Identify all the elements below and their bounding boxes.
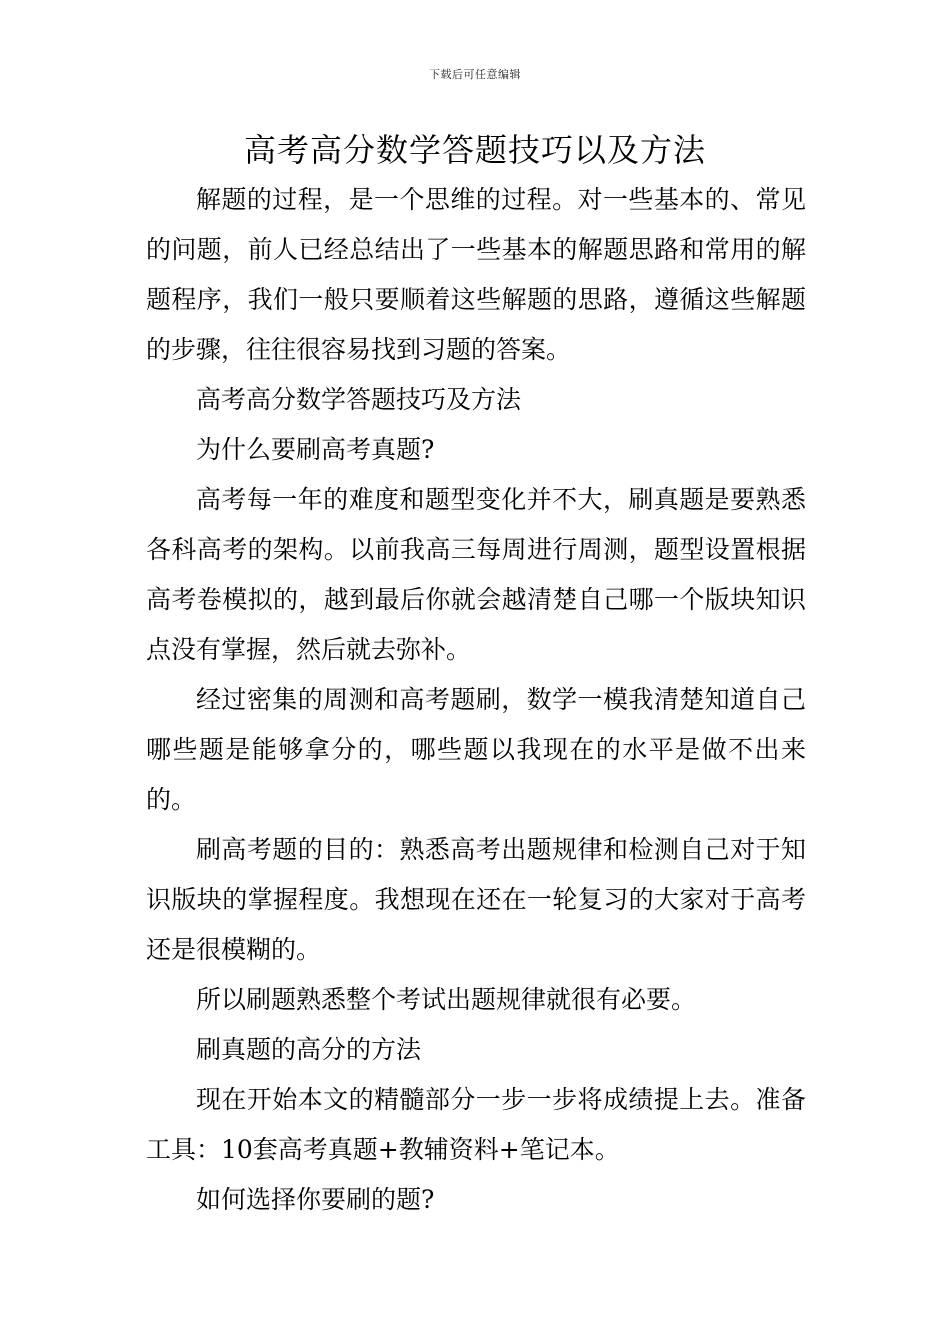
paragraph: 所以刷题熟悉整个考试出题规律就很有必要。: [196, 985, 697, 1014]
paragraph: 高考每一年的难度和题型变化并不大，刷真题是要熟悉各科高考的架构。以前我高三每周进行周测，题型设置根据高考卷模拟的，越到最后你就会越清楚自己哪一个版块知识点没有掌握，然后就去弥补。: [146, 485, 806, 664]
paragraph: 刷高考题的目的：熟悉高考出题规律和检测自己对于知识版块的掌握程度。我想现在还在一轮复习的大家对于高考还是很模糊的。: [146, 835, 806, 964]
header-note: 下载后可任意编辑: [429, 68, 521, 81]
paragraph: 为什么要刷高考真题?: [196, 435, 435, 464]
paragraph: 现在开始本文的精髓部分一步一步将成绩提上去。准备工具：10套高考真题+教辅资料+笔记本。: [146, 1085, 806, 1164]
document-body: [146, 175, 806, 1225]
document-title: 高考高分数学答题技巧以及方法: [243, 131, 706, 169]
paragraph: 解题的过程，是一个思维的过程。对一些基本的、常见的问题，前人已经总结出了一些基本的解题思路和常用的解题程序，我们一般只要顺着这些解题的思路，遵循这些解题的步骤，往往很容易找到习题的答案。: [146, 185, 806, 364]
paragraph: 如何选择你要刷的题?: [196, 1185, 435, 1214]
paragraph: 刷真题的高分的方法: [196, 1035, 422, 1064]
paragraph: 高考高分数学答题技巧及方法: [196, 385, 522, 414]
paragraph: 经过密集的周测和高考题刷，数学一模我清楚知道自己哪些题是能够拿分的，哪些题以我现在的水平是做不出来的。: [146, 685, 806, 814]
